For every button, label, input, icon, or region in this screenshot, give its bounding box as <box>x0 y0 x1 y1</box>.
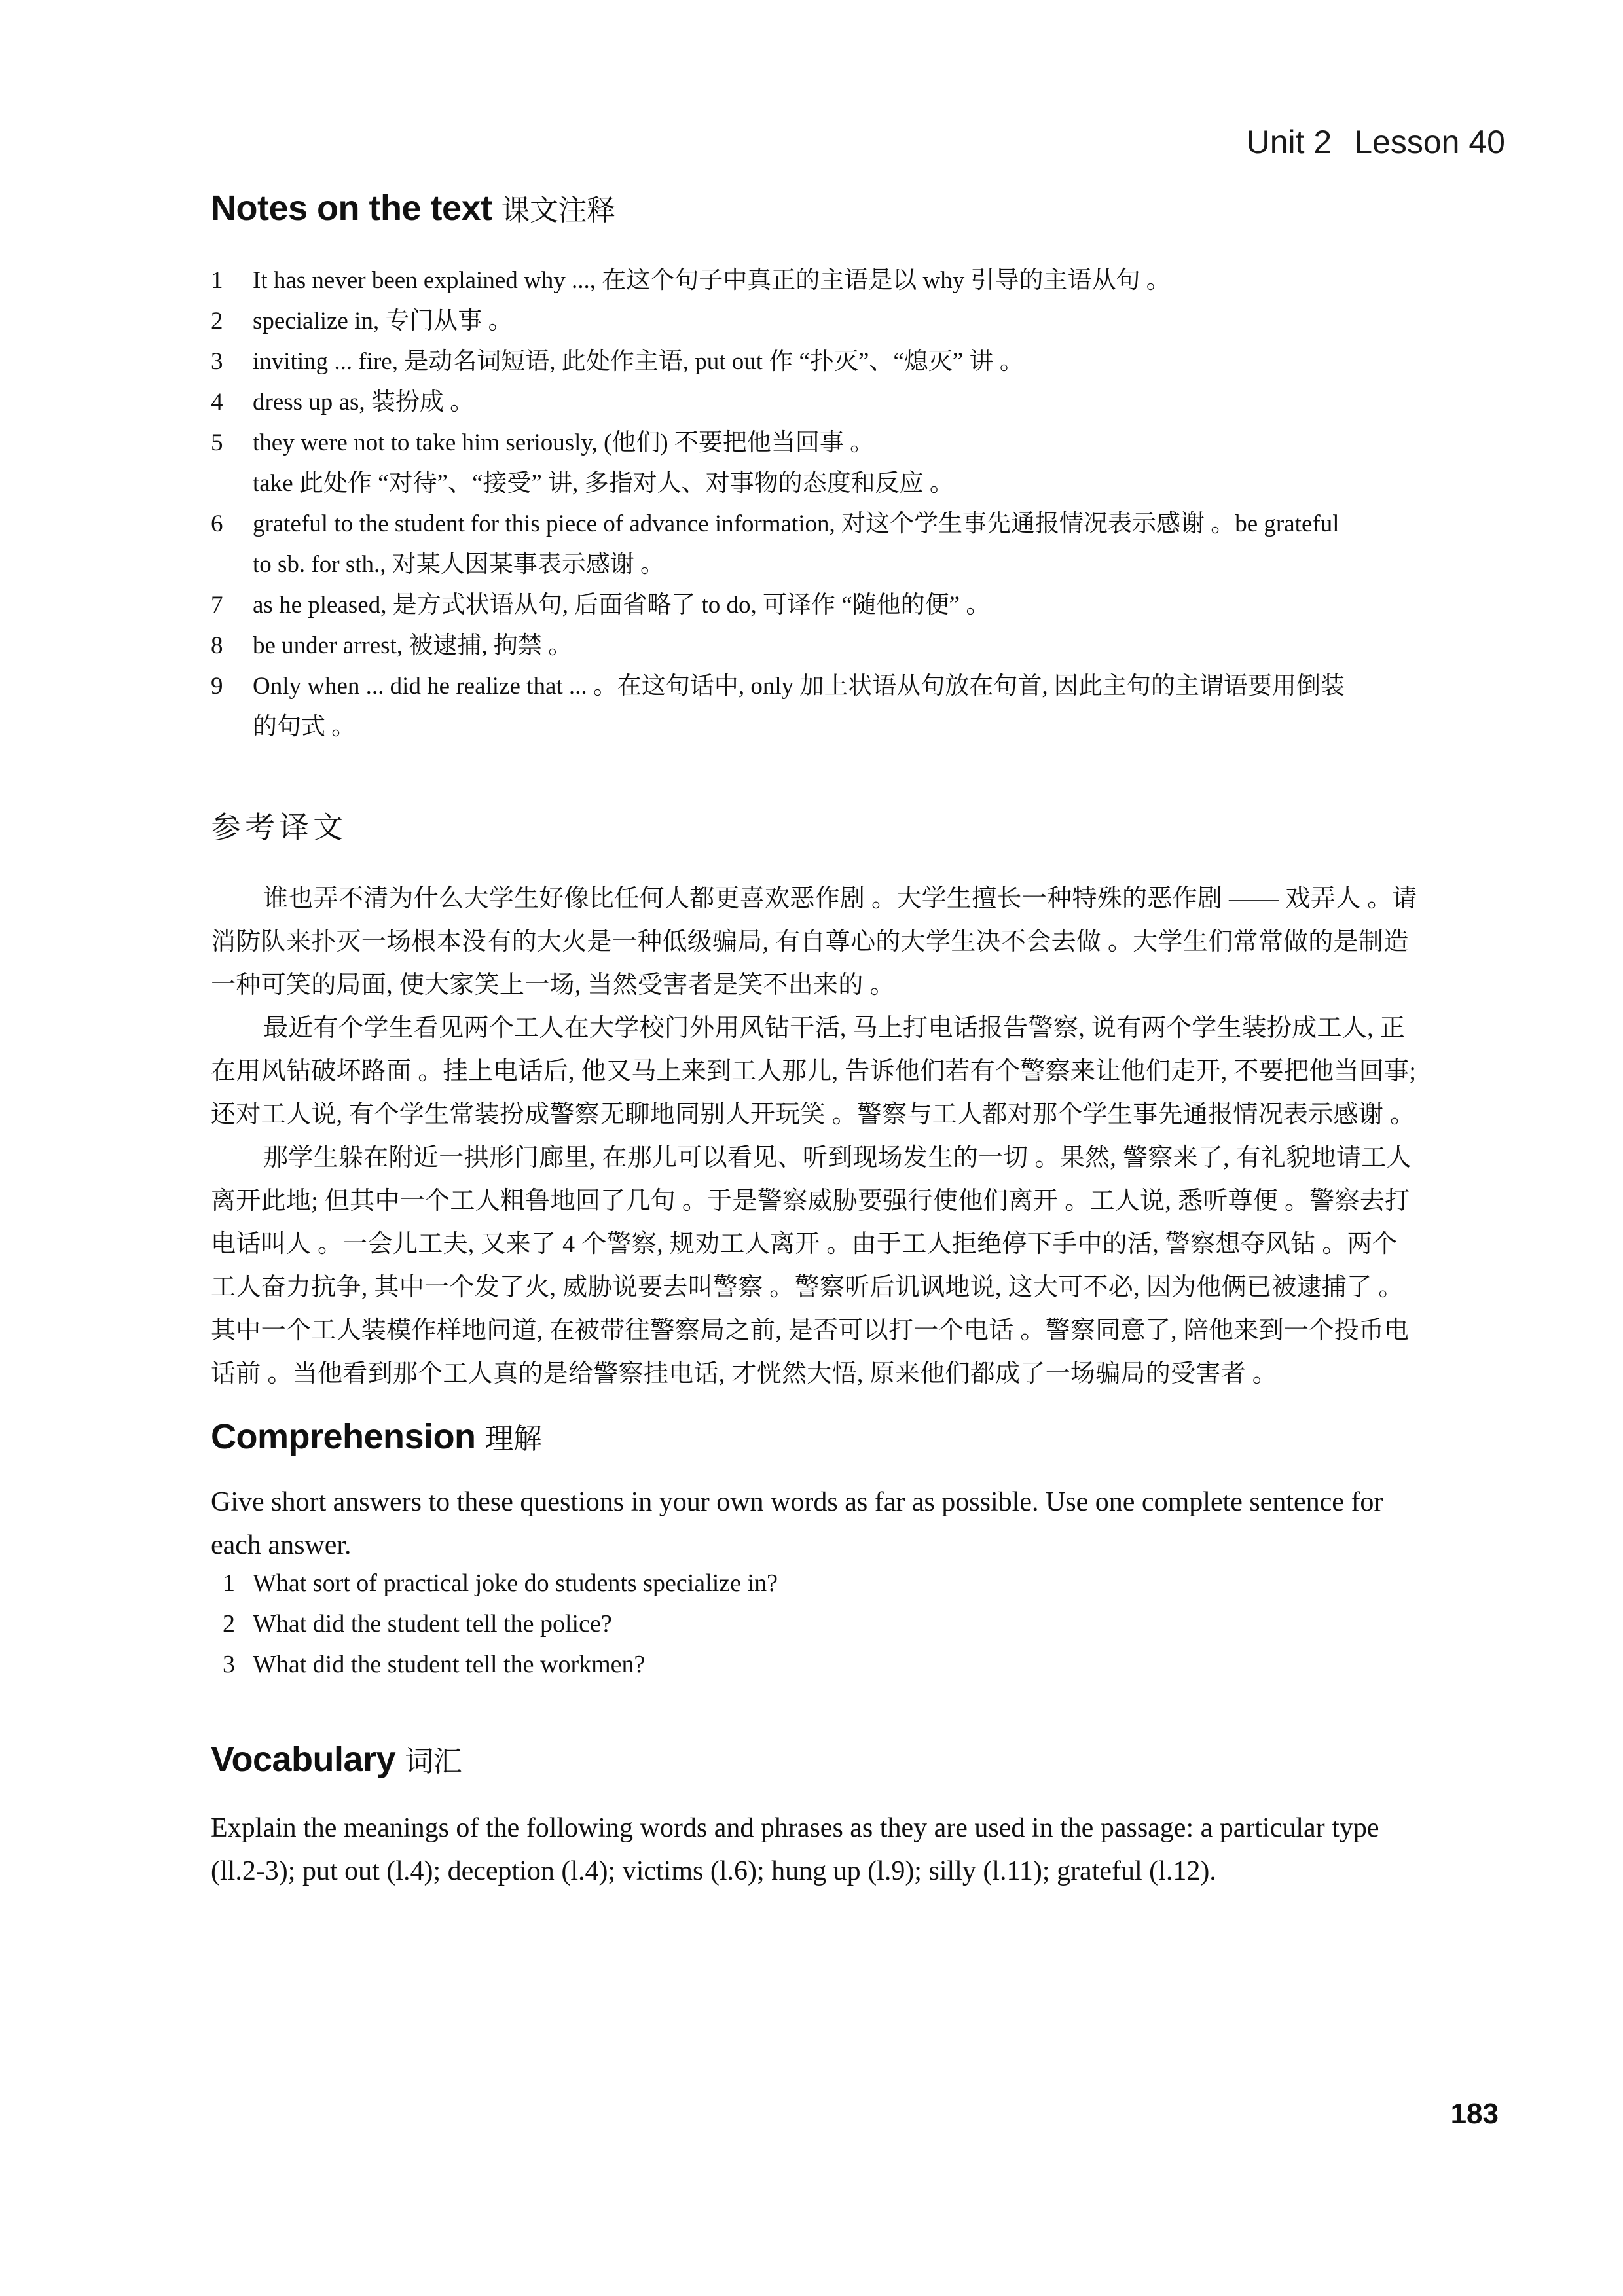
vocabulary-heading-zh: 词汇 <box>405 1745 462 1778</box>
instruction-line: Give short answers to these questions in your own words as far as possible. Use one complete sentence for <box>211 1487 1383 1517</box>
translation-line: 还对工人说, 有个学生常装扮成警察无聊地同别人开玩笑 。警察与工人都对那个学生事先通报情况表示感谢 。 <box>211 1101 1415 1128</box>
question-number: 3 <box>223 1651 235 1678</box>
comprehension-heading-en: Comprehension <box>211 1417 476 1456</box>
translation-line: 电话叫人 。一会儿工夫, 又来了 4 个警察, 规劝工人离开 。由于工人拒绝停下手中的活, 警察想夺风钻 。两个 <box>211 1230 1398 1258</box>
translation-line: 话前 。当他看到那个工人真的是给警察挂电话, 才恍然大悟, 原来他们都成了一场骗局的受害者 。 <box>211 1360 1278 1388</box>
note-number: 2 <box>211 308 223 334</box>
note-item <box>211 504 1507 585</box>
question-item <box>223 1644 778 1685</box>
comprehension-heading <box>211 1415 542 1457</box>
reference-translation-heading: 参考译文 <box>211 810 347 845</box>
comprehension-heading-zh: 理解 <box>484 1422 542 1456</box>
note-line: dress up as, 装扮成 。 <box>253 389 475 416</box>
question-number: 1 <box>223 1570 235 1597</box>
question-text: What sort of practical joke do students specialize in? <box>253 1570 778 1597</box>
note-item <box>211 301 1507 342</box>
notes-heading-zh: 课文注释 <box>501 194 615 227</box>
note-line: be under arrest, 被逮捕, 拘禁 。 <box>253 632 573 659</box>
translation-paragraph <box>211 1136 1507 1395</box>
instruction-line: each answer. <box>211 1530 352 1560</box>
vocabulary-heading <box>211 1738 462 1780</box>
lesson-label: Lesson 40 <box>1354 124 1505 160</box>
question-text: What did the student tell the police? <box>253 1610 612 1638</box>
instruction-line: Explain the meanings of the following words and phrases as they are used in the passage: a particular type <box>211 1813 1379 1843</box>
note-item <box>211 585 1507 626</box>
translation-line: 最近有个学生看见两个工人在大学校门外用风钻干活, 马上打电话报告警察, 说有两个学生装扮成工人, 正 <box>263 1014 1406 1042</box>
note-item <box>211 382 1507 423</box>
notes-heading-en: Notes on the text <box>211 188 492 228</box>
translation-line: 在用风钻破坏路面 。挂上电话后, 他又马上来到工人那儿, 告诉他们若有个警察来让他们走开, 不要把他当回事; <box>211 1058 1417 1085</box>
note-number: 4 <box>211 389 223 416</box>
note-number: 5 <box>211 429 223 456</box>
translation-line: 那学生躲在附近一拱形门廊里, 在那儿可以看见、听到现场发生的一切 。果然, 警察来了, 有礼貌地请工人 <box>263 1144 1412 1172</box>
question-item <box>223 1604 778 1644</box>
translation-line: 谁也弄不清为什么大学生好像比任何人都更喜欢恶作剧 。大学生擅长一种特殊的恶作剧 —— 戏弄人 。请 <box>263 885 1417 912</box>
translation-line: 其中一个工人装模作样地问道, 在被带往警察局之前, 是否可以打一个电话 。警察同意了, 陪他来到一个投币电 <box>211 1317 1410 1344</box>
vocabulary-instructions <box>211 1806 1514 1893</box>
note-number: 8 <box>211 632 223 659</box>
translation-line: 一种可笑的局面, 使大家笑上一场, 当然受害者是笑不出来的 。 <box>211 971 895 999</box>
note-line: Only when ... did he realize that ... 。在这句话中, only 加上状语从句放在句首, 因此主句的主谓语要用倒装 <box>253 673 1345 700</box>
translation-paragraph <box>211 1007 1507 1136</box>
note-line: 的句式 。 <box>253 713 356 740</box>
question-number: 2 <box>223 1610 235 1638</box>
note-number: 3 <box>211 348 223 375</box>
translation-line: 工人奋力抗争, 其中一个发了火, 威胁说要去叫警察 。警察听后讥讽地说, 这大可不必, 因为他俩已被逮捕了 。 <box>211 1274 1404 1301</box>
note-item <box>211 260 1507 301</box>
translation-line: 离开此地; 但其中一个工人粗鲁地回了几句 。于是警察威胁要强行使他们离开 。工人说, 悉听尊便 。警察去打 <box>211 1187 1410 1215</box>
question-item <box>223 1563 778 1604</box>
translation-paragraph <box>211 877 1507 1007</box>
note-item <box>211 626 1507 666</box>
running-head <box>1247 123 1505 161</box>
note-item <box>211 423 1507 504</box>
note-line: to sb. for sth., 对某人因某事表示感谢 。 <box>253 551 665 578</box>
note-line: specialize in, 专门从事 。 <box>253 308 513 334</box>
note-line: they were not to take him seriously, (他们) 不要把他当回事 。 <box>253 429 875 456</box>
translation-line: 消防队来扑灭一场根本没有的大火是一种低级骗局, 有自尊心的大学生决不会去做 。大学生们常常做的是制造 <box>211 928 1409 956</box>
notes-heading <box>211 187 615 228</box>
note-line: grateful to the student for this piece of advance information, 对这个学生事先通报情况表示感谢 。be grateful <box>253 511 1340 537</box>
note-number: 7 <box>211 592 223 619</box>
comprehension-instructions <box>211 1480 1514 1567</box>
note-line: take 此处作 “对待”、“接受” 讲, 多指对人、对事物的态度和反应 。 <box>253 470 954 497</box>
note-number: 9 <box>211 673 223 700</box>
note-item <box>211 666 1507 747</box>
note-item <box>211 342 1507 382</box>
page-number: 183 <box>1450 2098 1499 2130</box>
unit-label: Unit 2 <box>1246 124 1332 160</box>
note-line: as he pleased, 是方式状语从句, 后面省略了 to do, 可译作 “随他的便” 。 <box>253 592 991 619</box>
vocabulary-heading-en: Vocabulary <box>211 1740 396 1779</box>
question-text: What did the student tell the workmen? <box>253 1651 646 1678</box>
instruction-line: (ll.2-3); put out (l.4); deception (l.4); victims (l.6); hung up (l.9); silly (l.11); grateful (l.12). <box>211 1856 1216 1886</box>
note-number: 6 <box>211 511 223 537</box>
note-line: inviting ... fire, 是动名词短语, 此处作主语, put out 作 “扑灭”、“熄灭” 讲 。 <box>253 348 1024 375</box>
note-number: 1 <box>211 267 223 294</box>
reference-translation-body <box>211 877 1507 1395</box>
comprehension-questions <box>223 1563 778 1685</box>
notes-list <box>211 260 1507 747</box>
note-line: It has never been explained why ..., 在这个句子中真正的主语是以 why 引导的主语从句 。 <box>253 267 1171 294</box>
